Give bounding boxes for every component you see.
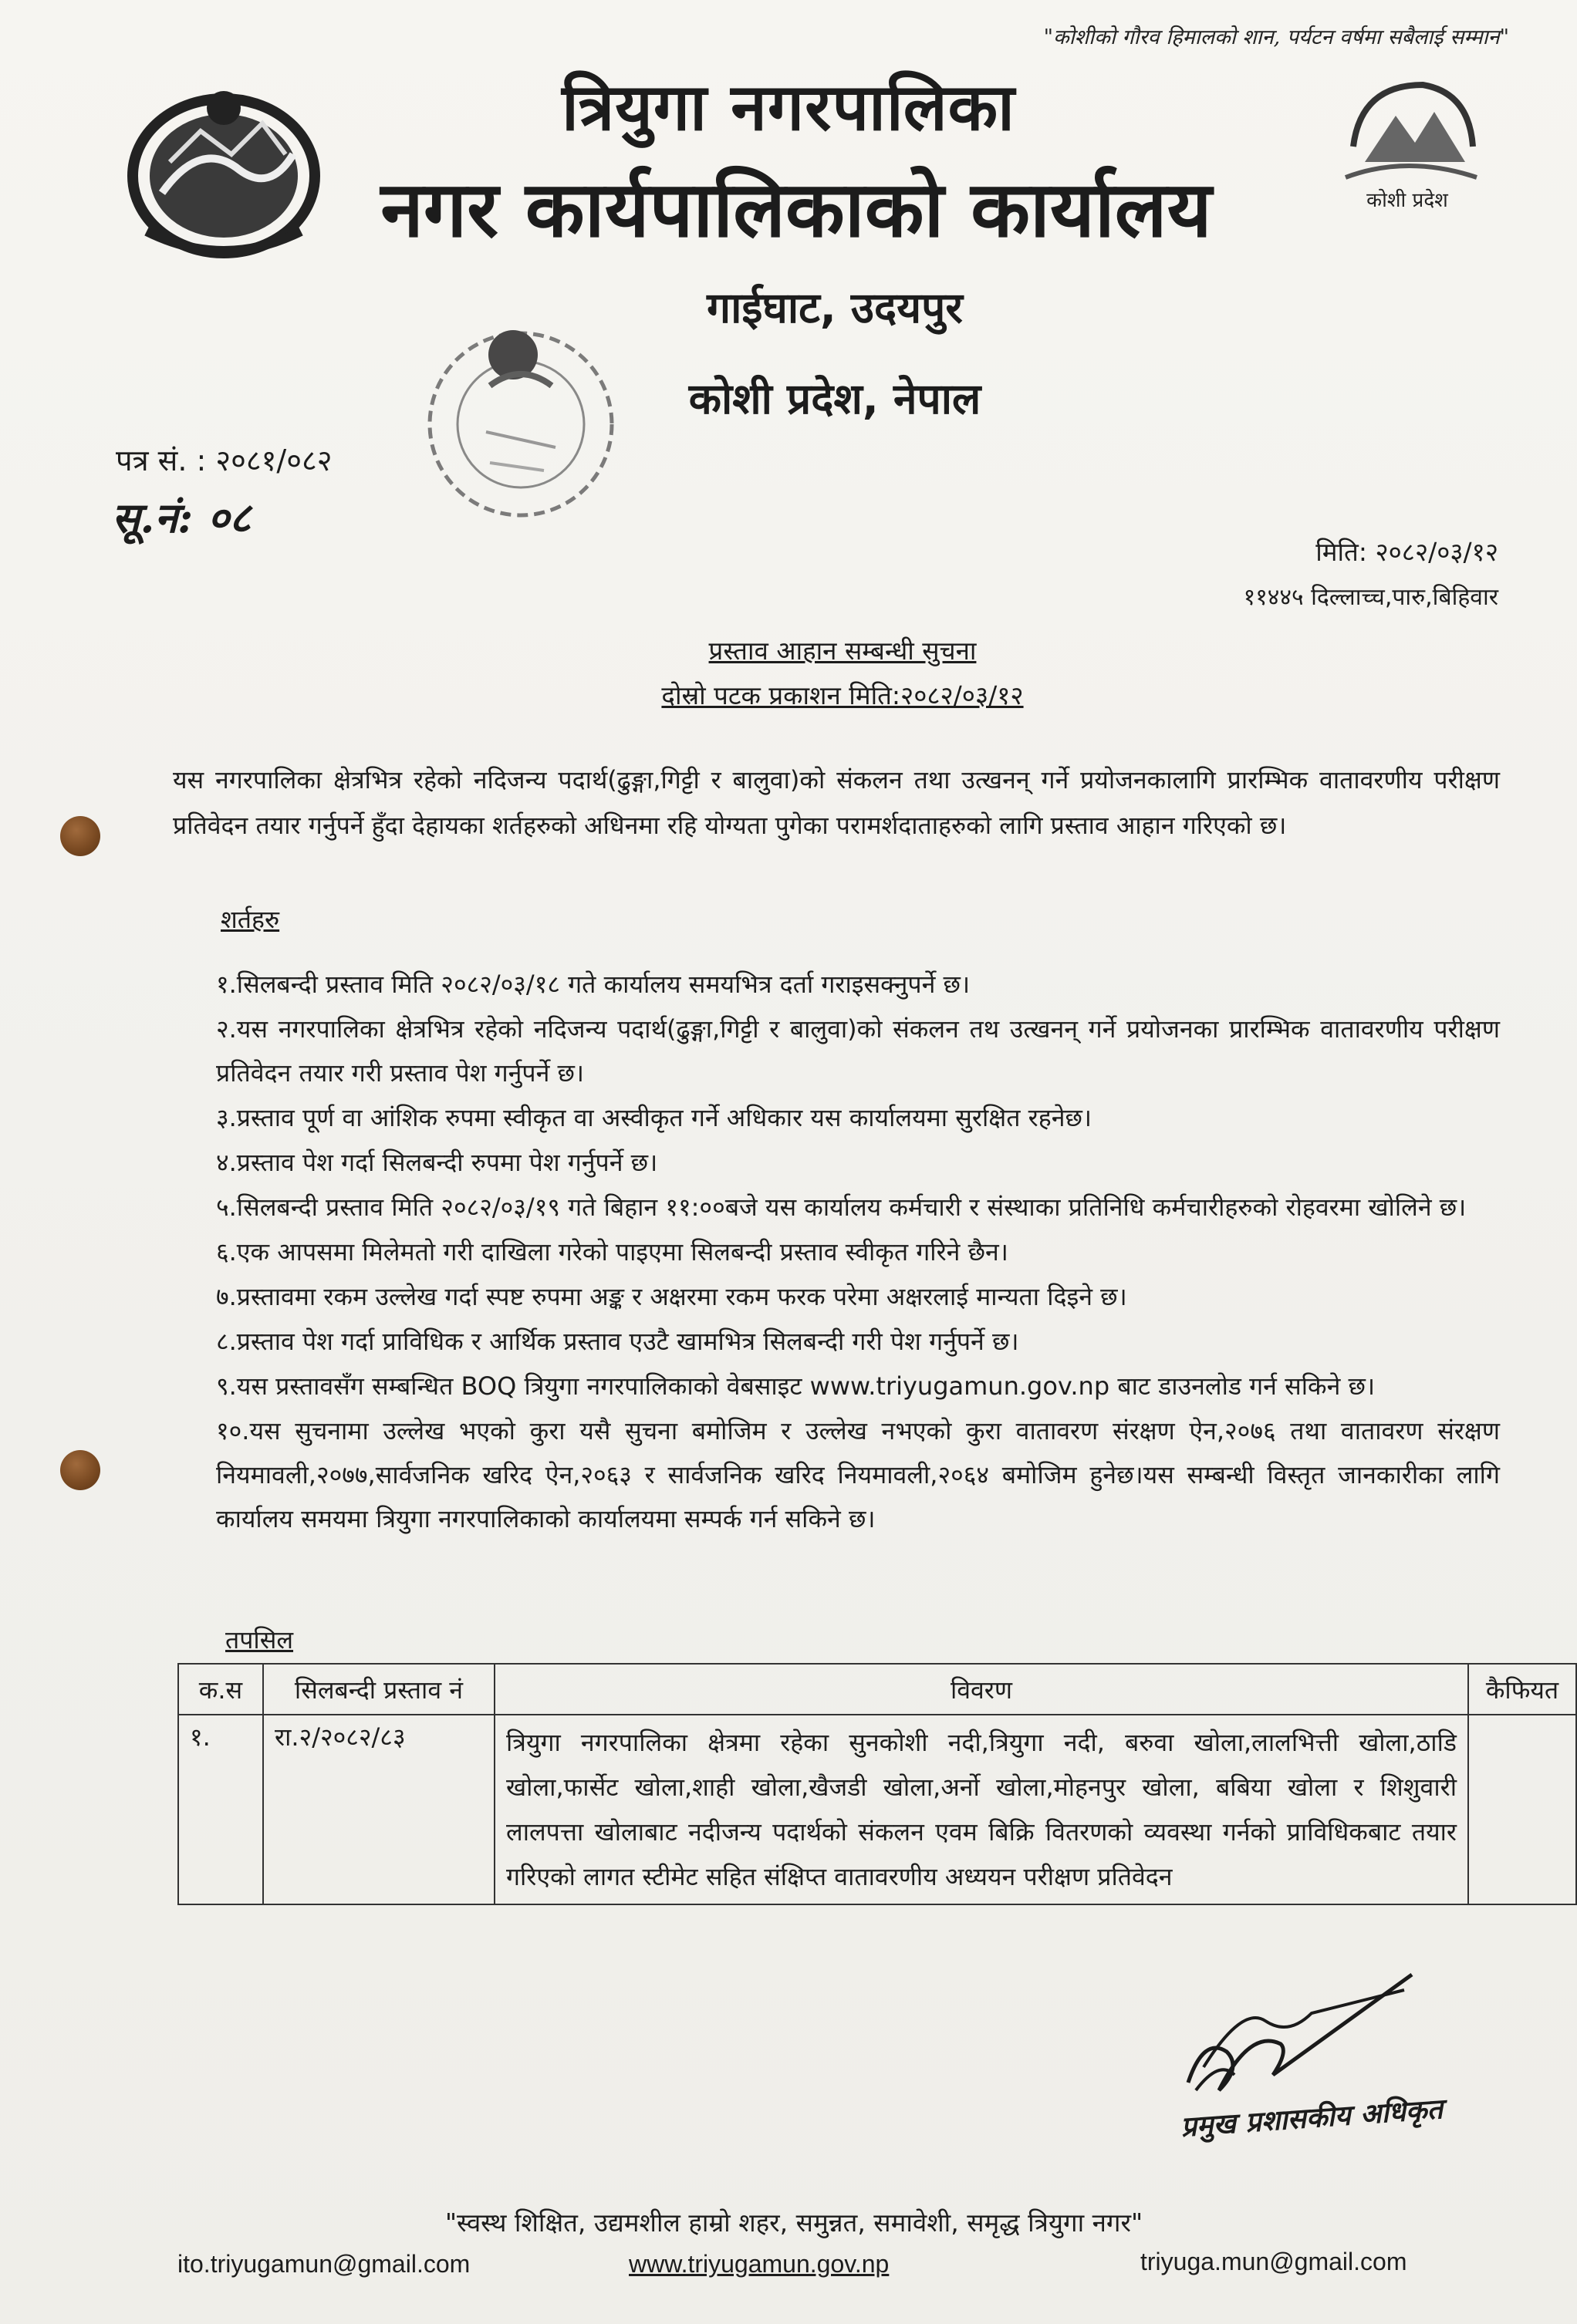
condition-item: ७.प्रस्तावमा रकम उल्लेख गर्दा स्पष्ट रुपमा अङ्क र अक्षरमा रकम फरक परेमा अक्षरलाई मान्यता दिइने छ। [216, 1282, 1127, 1311]
koshi-province-logo-icon [1330, 69, 1484, 247]
office-seal-stamp-icon [413, 316, 629, 540]
column-header-remarks: कैफियत [1468, 1664, 1576, 1715]
footer-email-left[interactable]: ito.triyugamun@gmail.com [177, 2250, 471, 2278]
condition-item: ४.प्रस्ताव पेश गर्दा सिलबन्दी रुपमा पेश गर्नुपर्ने छ। [216, 1148, 658, 1177]
header-slogan: "कोशीको गौरव हिमालको शान, पर्यटन वर्षमा सबैलाई सम्मान" [1043, 25, 1509, 49]
column-header-proposal-no: सिलबन्दी प्रस्ताव नं [263, 1664, 495, 1715]
dispatch-number: सू.नं: ०८ [112, 493, 252, 542]
schedule-table [177, 1663, 1577, 1905]
condition-item: ५.सिलबन्दी प्रस्ताव मिति २०८२/०३/१९ गते बिहान ११:००बजे यस कार्यालय कर्मचारी र संस्थाका प्रतिनिधि कर्मचारीहरुको रोहवरमा खोलिने छ। [216, 1192, 1467, 1222]
punch-hole [60, 816, 100, 856]
org-name: त्रियुगा नगरपालिका [562, 69, 1015, 145]
schedule-heading: तपसिल [225, 1625, 294, 1654]
cell-remarks [1468, 1715, 1576, 1904]
condition-item: ६.एक आपसमा मिलेमतो गरी दाखिला गरेको पाइएमा सिलबन्दी प्रस्ताव स्वीकृत गरिने छैन। [216, 1237, 1008, 1267]
condition-item: १.सिलबन्दी प्रस्ताव मिति २०८२/०३/१८ गते कार्यालय समयभित्र दर्ता गराइसक्नुपर्ने छ। [216, 970, 971, 999]
conditions-heading: शर्तहरु [221, 905, 280, 934]
koshi-province-logo [1330, 69, 1484, 247]
address-line-2: कोशी प्रदेश, नेपाल [688, 374, 981, 423]
signer-title: प्रमुख प्रशासकीय अधिकृत [1180, 2093, 1444, 2144]
letter-date: मिति: २०८२/०३/१२ [1315, 537, 1498, 567]
condition-item: १०.यस सुचनामा उल्लेख भएको कुरा यसै सुचना बमोजिम र उल्लेख नभएको कुरा वातावरण संरक्षण ऐन,२०७६ तथा वातावरण संरक्षण नियमावली,२०७७,सार्वजनिक खरिद ऐन,२०६३ र सार्वजनिक खरिद नियमावली,२०६४ बमोजिम हुनेछ।यस सम्बन्धी विस्तृत जानकारीका लागि कार्यालय समयमा त्रियुगा नगरपालिकाको कार्यालयमा सम्पर्क गर्न सकिने छ। [216, 1416, 1500, 1533]
conditions-list [216, 963, 1500, 1542]
footer-website-link[interactable]: www.triyugamun.gov.np [629, 2250, 890, 2278]
letter-number: पत्र सं. : २०८१/०८२ [116, 444, 333, 477]
column-header-sn: क.स [178, 1664, 263, 1715]
condition-item: ९.यस प्रस्तावसँग सम्बन्धित BOQ त्रियुगा नगरपालिकाको वेबसाइट www.triyugamun.gov.np बाट डाउनलोड गर्न सकिने छ। [216, 1371, 1376, 1401]
cell-description: त्रियुगा नगरपालिका क्षेत्रमा रहेका सुनकोशी नदी,त्रियुगा नदी, बरुवा खोला,लालभित्ती खोला,ठाडि खोला,फार्सेट खोला,शाही खोला,खैजडी खोला,अर्नो खोला,मोहनपुर खोला, बबिया खोला र शिशुवारी लालपत्ता खोलाबाट नदीजन्य पदार्थको संकलन एवम बिक्रि वितरणको व्यवस्था गर्नको प्राविधिकबाट तयार गरिएको लागत स्टीमेट सहित संक्षिप्त वातावरणीय अध्ययन परीक्षण प्रतिवेदन [495, 1715, 1468, 1904]
punch-hole [60, 1450, 100, 1490]
subject-title: प्रस्ताव आहान सम्बन्धी सुचना [708, 636, 977, 666]
footer-motto: "स्वस्थ शिक्षित, उद्यमशील हाम्रो शहर, समुन्नत, समावेशी, समृद्ध त्रियुगा नगर" [444, 2208, 1143, 2238]
condition-item: ३.प्रस्ताव पूर्ण वा आंशिक रुपमा स्वीकृत वा अस्वीकृत गर्ने अधिकार यस कार्यालयमा सुरक्षित रहनेछ। [216, 1103, 1092, 1132]
column-header-description: विवरण [495, 1664, 1468, 1715]
office-name: नगर कार्यपालिकाको कार्यालय [380, 164, 1212, 255]
cell-sn: १. [178, 1715, 263, 1904]
footer-email-right[interactable]: triyuga.mun@gmail.com [1140, 2248, 1407, 2275]
phone-line: ११४४५ दिल्लाच्च,पारु,बिहिवार [1243, 584, 1498, 611]
table-row [178, 1715, 1576, 1904]
condition-item: २.यस नगरपालिका क्षेत्रभित्र रहेको नदिजन्य पदार्थ(ढुङ्गा,गिट्टी र बालुवा)को संकलन तथ उत्खनन् गर्ने प्रयोजनका प्रारम्भिक वातावरणीय परीक्षण प्रतिवेदन तयार गरी प्रस्ताव पेश गर्नुपर्ने छ। [216, 1014, 1500, 1088]
handwritten-signature [1173, 1959, 1420, 2113]
condition-item: ८.प्रस्ताव पेश गर्दा प्राविधिक र आर्थिक प्रस्ताव एउटै खामभित्र सिलबन्दी गरी पेश गर्नुपर्ने छ। [216, 1327, 1019, 1356]
table-header-row [178, 1664, 1576, 1715]
subject-publication-date: दोस्रो पटक प्रकाशन मिति:२०८२/०३/१२ [661, 680, 1024, 710]
koshi-logo-text: कोशी प्रदेश [1366, 189, 1448, 212]
intro-paragraph: यस नगरपालिका क्षेत्रभित्र रहेको नदिजन्य पदार्थ(ढुङ्गा,गिट्टी र बालुवा)को संकलन तथा उत्खनन् गर्ने प्रयोजनकालागि प्रारम्भिक वातावरणीय परीक्षण प्रतिवेदन तयार गर्नुपर्ने हुँदा देहायका शर्तहरुको अधिनमा रहि योग्यता पुगेका परामर्शदाताहरुको लागि प्रस्ताव आहान गरिएको छ। [173, 765, 1500, 840]
cell-proposal-no: रा.२/२०८२/८३ [263, 1715, 495, 1904]
address-line-1: गाईघाट, उदयपुर [707, 283, 963, 332]
